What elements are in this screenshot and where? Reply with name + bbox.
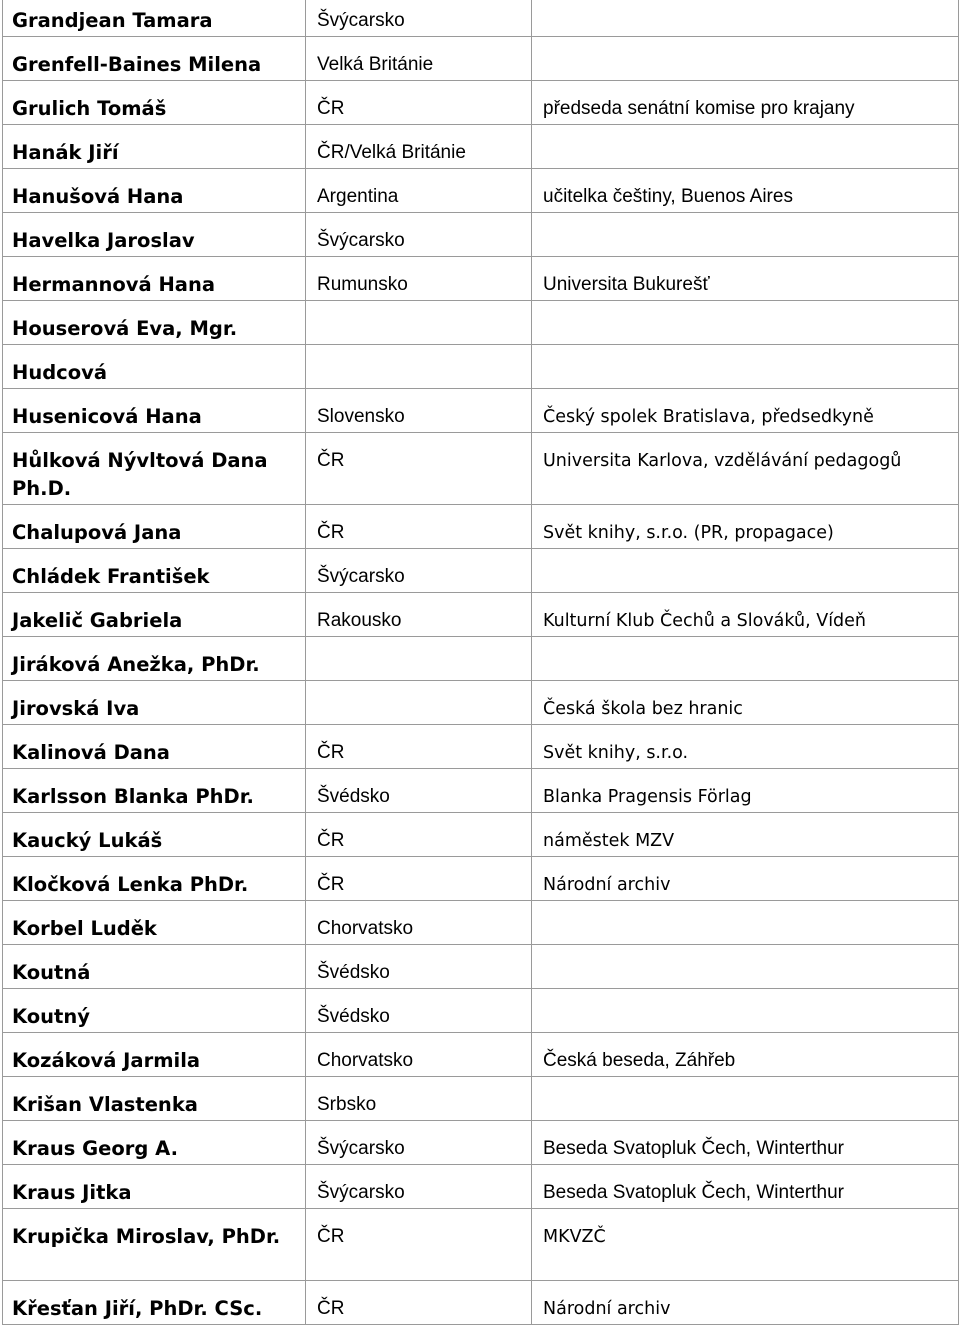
person-name-cell: Koutný	[3, 989, 306, 1033]
affiliation-cell: náměstek MZV	[532, 813, 959, 857]
country-cell	[306, 345, 532, 389]
table-row	[3, 1209, 959, 1281]
affiliation-cell: Beseda Svatopluk Čech, Winterthur	[532, 1121, 959, 1165]
table-row	[3, 345, 959, 389]
table-row	[3, 81, 959, 125]
affiliation-cell	[532, 1077, 959, 1121]
affiliation-cell: učitelka češtiny, Buenos Aires	[532, 169, 959, 213]
affiliation-cell: Národní archiv	[532, 857, 959, 901]
table-row	[3, 593, 959, 637]
affiliation-cell: Národní archiv	[532, 1281, 959, 1325]
person-name-cell: Korbel Luděk	[3, 901, 306, 945]
country-cell	[306, 301, 532, 345]
country-cell: Rumunsko	[306, 257, 532, 301]
table-row	[3, 989, 959, 1033]
person-name-cell: Chládek František	[3, 549, 306, 593]
person-name-cell: Krišan Vlastenka	[3, 1077, 306, 1121]
table-row	[3, 1121, 959, 1165]
country-cell: ČR	[306, 725, 532, 769]
country-cell: Chorvatsko	[306, 901, 532, 945]
country-cell: Švédsko	[306, 769, 532, 813]
country-cell: Argentina	[306, 169, 532, 213]
country-cell: Švýcarsko	[306, 549, 532, 593]
table-row	[3, 257, 959, 301]
country-cell: ČR	[306, 433, 532, 505]
table-row	[3, 681, 959, 725]
table-row	[3, 945, 959, 989]
table-row	[3, 213, 959, 257]
person-name-cell: Jakelič Gabriela	[3, 593, 306, 637]
person-name-cell: Jirovská Iva	[3, 681, 306, 725]
affiliation-cell: Blanka Pragensis Förlag	[532, 769, 959, 813]
person-name-cell: Kaucký Lukáš	[3, 813, 306, 857]
table-row	[3, 0, 959, 37]
country-cell: Velká Británie	[306, 37, 532, 81]
person-name-cell: Kozáková Jarmila	[3, 1033, 306, 1077]
table-row	[3, 901, 959, 945]
person-name-cell: Krupička Miroslav, PhDr.	[3, 1209, 306, 1281]
person-name-cell: Hůlková Nývltová Dana Ph.D.	[3, 433, 306, 505]
affiliation-cell	[532, 301, 959, 345]
person-name-cell: Hanušová Hana	[3, 169, 306, 213]
table-row	[3, 769, 959, 813]
person-name-cell: Hanák Jiří	[3, 125, 306, 169]
table-row	[3, 301, 959, 345]
country-cell: Chorvatsko	[306, 1033, 532, 1077]
country-cell: ČR	[306, 505, 532, 549]
country-cell: Slovensko	[306, 389, 532, 433]
affiliation-cell: Svět knihy, s.r.o. (PR, propagace)	[532, 505, 959, 549]
country-cell: Švédsko	[306, 989, 532, 1033]
affiliation-cell: předseda senátní komise pro krajany	[532, 81, 959, 125]
contacts-table-body	[3, 0, 959, 1325]
affiliation-cell	[532, 901, 959, 945]
person-name-cell: Houserová Eva, Mgr.	[3, 301, 306, 345]
country-cell: Švýcarsko	[306, 1121, 532, 1165]
table-row	[3, 169, 959, 213]
affiliation-cell: Universita Karlova, vzdělávání pedagogů	[532, 433, 959, 505]
table-row	[3, 37, 959, 81]
affiliation-cell	[532, 989, 959, 1033]
affiliation-cell	[532, 549, 959, 593]
person-name-cell: Kraus Jitka	[3, 1165, 306, 1209]
person-name-cell: Chalupová Jana	[3, 505, 306, 549]
table-row	[3, 389, 959, 433]
affiliation-cell: Universita Bukurešť	[532, 257, 959, 301]
affiliation-cell	[532, 0, 959, 37]
table-row	[3, 549, 959, 593]
affiliation-cell: MKVZČ	[532, 1209, 959, 1281]
table-row	[3, 433, 959, 505]
person-name-cell: Grenfell-Baines Milena	[3, 37, 306, 81]
affiliation-cell: Kulturní Klub Čechů a Slováků, Vídeň	[532, 593, 959, 637]
person-name-cell: Kraus Georg A.	[3, 1121, 306, 1165]
person-name-cell: Křesťan Jiří, PhDr. CSc.	[3, 1281, 306, 1325]
country-cell: ČR	[306, 813, 532, 857]
affiliation-cell: Svět knihy, s.r.o.	[532, 725, 959, 769]
country-cell: Švýcarsko	[306, 0, 532, 37]
country-cell: ČR	[306, 81, 532, 125]
person-name-cell: Grulich Tomáš	[3, 81, 306, 125]
contacts-table	[2, 0, 959, 1325]
country-cell: Švýcarsko	[306, 213, 532, 257]
affiliation-cell	[532, 637, 959, 681]
table-row	[3, 637, 959, 681]
table-row	[3, 125, 959, 169]
affiliation-cell: Český spolek Bratislava, předsedkyně	[532, 389, 959, 433]
country-cell: ČR	[306, 1209, 532, 1281]
country-cell	[306, 637, 532, 681]
person-name-cell: Havelka Jaroslav	[3, 213, 306, 257]
affiliation-cell	[532, 345, 959, 389]
affiliation-cell	[532, 213, 959, 257]
country-cell: ČR	[306, 857, 532, 901]
affiliation-cell	[532, 945, 959, 989]
affiliation-cell	[532, 125, 959, 169]
affiliation-cell: Beseda Svatopluk Čech, Winterthur	[532, 1165, 959, 1209]
country-cell: Srbsko	[306, 1077, 532, 1121]
country-cell: ČR	[306, 1281, 532, 1325]
country-cell: Švýcarsko	[306, 1165, 532, 1209]
person-name-cell: Hermannová Hana	[3, 257, 306, 301]
table-row	[3, 1281, 959, 1325]
affiliation-cell	[532, 37, 959, 81]
table-row	[3, 813, 959, 857]
table-row	[3, 1077, 959, 1121]
country-cell: Švédsko	[306, 945, 532, 989]
person-name-cell: Karlsson Blanka PhDr.	[3, 769, 306, 813]
person-name-cell: Husenicová Hana	[3, 389, 306, 433]
person-name-cell: Jiráková Anežka, PhDr.	[3, 637, 306, 681]
person-name-cell: Koutná	[3, 945, 306, 989]
person-name-cell: Hudcová	[3, 345, 306, 389]
person-name-cell: Kločková Lenka PhDr.	[3, 857, 306, 901]
person-name-cell: Grandjean Tamara	[3, 0, 306, 37]
country-cell: ČR/Velká Británie	[306, 125, 532, 169]
table-row	[3, 505, 959, 549]
affiliation-cell: Česká beseda, Záhřeb	[532, 1033, 959, 1077]
table-row	[3, 857, 959, 901]
table-row	[3, 725, 959, 769]
person-name-cell: Kalinová Dana	[3, 725, 306, 769]
table-row	[3, 1165, 959, 1209]
country-cell: Rakousko	[306, 593, 532, 637]
country-cell	[306, 681, 532, 725]
table-row	[3, 1033, 959, 1077]
affiliation-cell: Česká škola bez hranic	[532, 681, 959, 725]
